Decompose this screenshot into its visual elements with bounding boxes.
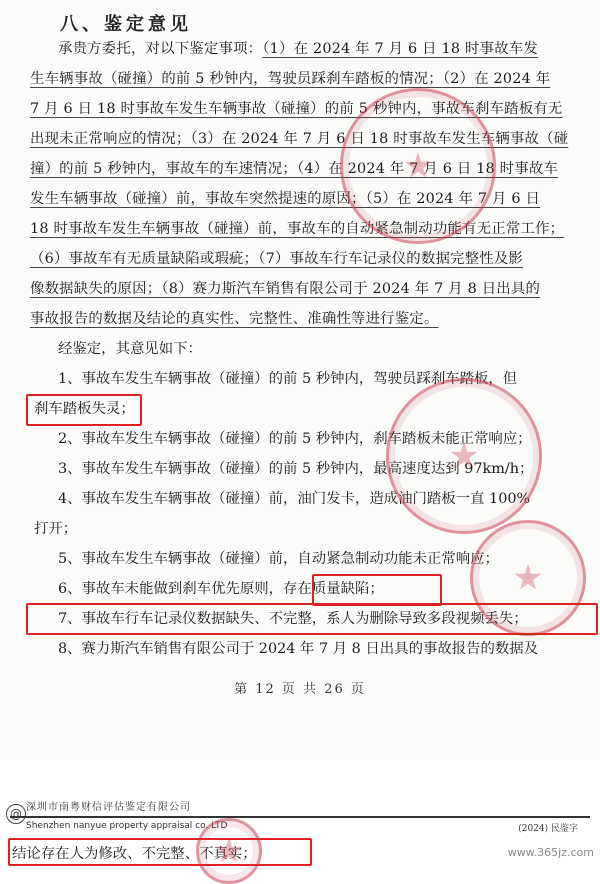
opinion-item-1-cont: 刹车踏板失灵； bbox=[34, 401, 135, 417]
continuation-text: 结论存在人为修改、不完整、不真实； bbox=[12, 846, 257, 862]
commission-line bbox=[30, 124, 578, 154]
page-number: 第 12 页 共 26 页 bbox=[234, 682, 366, 697]
opinion-item-5: 5、事故车发生车辆事故（碰撞）前，自动紧急制动功能未正常响应； bbox=[58, 551, 499, 567]
commission-line bbox=[30, 304, 578, 334]
site-watermark: www.365jz.com bbox=[507, 846, 594, 859]
commission-line bbox=[30, 94, 578, 124]
document-code: (2024) 民鉴字 bbox=[518, 824, 578, 834]
opinion-item-2: 2、事故车发生车辆事故（碰撞）的前 5 秒钟内，刹车踏板未能正常响应； bbox=[58, 431, 532, 447]
commission-line bbox=[30, 34, 578, 64]
commission-paragraph bbox=[30, 34, 578, 334]
commission-line-underlined: 像数据缺失的原因；（8）赛力斯汽车销售有限公司于 2024 年 7 月 8 日出具的 bbox=[30, 281, 541, 297]
commission-line bbox=[30, 64, 578, 94]
official-seal-footer bbox=[196, 818, 262, 884]
commission-line-underlined: 出现未正常响应的情况；（3）在 2024 年 7 月 6 日 18 时事故车发生车辆事故（碰 bbox=[30, 131, 569, 147]
footer-divider bbox=[10, 816, 590, 818]
commission-line bbox=[30, 244, 578, 274]
opinion-item-3: 3、事故车发生车辆事故（碰撞）的前 5 秒钟内，最高速度达到 97km/h； bbox=[58, 461, 534, 477]
opinion-item-7: 7、事故车行车记录仪数据缺失、不完整，系人为删除导致多段视频丢失； bbox=[58, 611, 528, 627]
company-logo-icon: @ bbox=[6, 804, 26, 824]
opinion-intro: 经鉴定，其意见如下： bbox=[58, 341, 202, 357]
commission-line-underlined: 发生车辆事故（碰撞）前，事故车突然提速的原因；（5）在 2024 年 7 月 6 日 bbox=[30, 191, 541, 207]
commission-line-underlined: 7 月 6 日 18 时事故车发生车辆事故（碰撞）的前 5 秒钟内，事故车刹车踏板有无 bbox=[30, 101, 563, 117]
official-seal-top bbox=[340, 88, 496, 244]
commission-line bbox=[30, 214, 578, 244]
opinion-item-6-text: 6、事故车未能做到刹车优先原则， bbox=[58, 581, 284, 597]
commission-line-underlined: 生车辆事故（碰撞）的前 5 秒钟内，驾驶员踩刹车踏板的情况；（2）在 2024 年 bbox=[30, 71, 551, 87]
opinion-item-8: 8、赛力斯汽车销售有限公司于 2024 年 7 月 8 日出具的事故报告的数据及 bbox=[58, 641, 539, 657]
company-name-cn: 深圳市南粤财信评估鉴定有限公司 bbox=[26, 802, 191, 813]
commission-line bbox=[30, 274, 578, 304]
commission-line-underlined: （6）事故车有无质量缺陷或瑕疵；（7）事故车行车记录仪的数据完整性及影 bbox=[30, 251, 524, 267]
commission-line-underlined: （1）在 2024 年 7 月 6 日 18 时事故车发 bbox=[262, 41, 538, 57]
official-seal-middle bbox=[386, 378, 542, 534]
commission-line-underlined: 18 时事故车发生车辆事故（碰撞）前，事故车的自动紧急制动功能有无正常工作； bbox=[30, 221, 565, 237]
commission-line bbox=[30, 184, 578, 214]
commission-line-underlined: 事故报告的数据及结论的真实性、完整性、准确性等进行鉴定。 bbox=[30, 311, 439, 327]
opinion-item-4: 4、事故车发生车辆事故（碰撞）前，油门发卡，造成油门踏板一直 100% bbox=[58, 491, 531, 507]
section-title: 八、鉴定意见 bbox=[60, 14, 192, 35]
official-seal-bottom bbox=[470, 520, 586, 636]
commission-line-lead: 承贵方委托，对以下鉴定事项： bbox=[58, 41, 263, 57]
commission-line-underlined: 撞）的前 5 秒钟内，事故车的车速情况；（4）在 2024 年 7 月 6 日 18 时事故车 bbox=[30, 161, 559, 177]
page-footer bbox=[0, 760, 600, 863]
company-name-en: Shenzhen nanyue property appraisal co. LTD bbox=[26, 821, 228, 831]
opinion-item-6-highlight: 存在质量缺陷； bbox=[283, 581, 384, 597]
opinion-item-1: 1、事故车发生车辆事故（碰撞）的前 5 秒钟内，驾驶员踩刹车踏板，但 bbox=[58, 371, 518, 387]
opinion-item-4-cont: 打开； bbox=[34, 521, 78, 537]
